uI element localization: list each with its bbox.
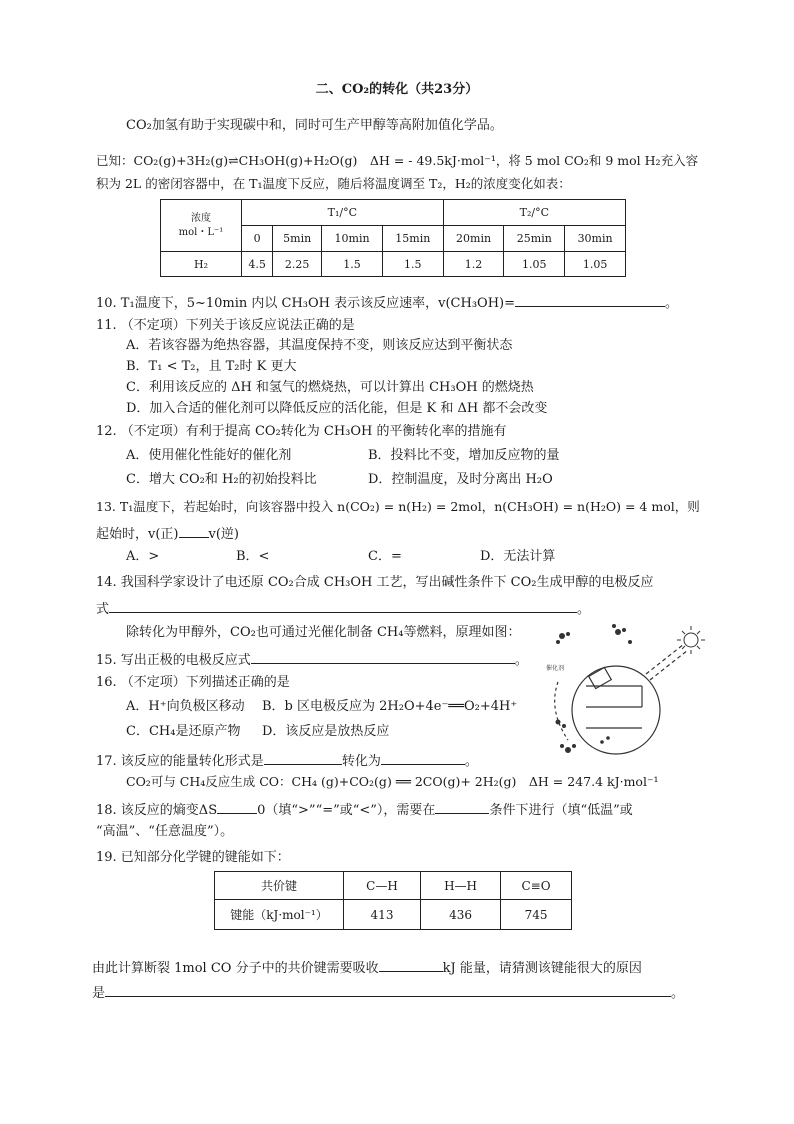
q14-end: 。	[577, 602, 591, 617]
q12-option-d: D．控制温度，及时分离出 H₂O	[368, 472, 553, 487]
q16-stem: 16. （不定项）下列描述正确的是	[96, 675, 290, 690]
q11-option-b: B．T₁ < T₂，且 T₂时 K 更大	[126, 359, 297, 374]
q12-stem: 12. （不定项）有利于提高 CO₂转化为 CH₃OH 的平衡转化率的措施有	[96, 424, 507, 439]
question-10	[96, 293, 678, 312]
q18-text: 18. 该反应的熵变ΔS	[96, 803, 218, 818]
known-line-2: 积为 2L 的密闭容器中，在 T₁温度下反应，随后将温度调至 T₂，H₂的浓度变化如表：	[96, 176, 571, 191]
diagram-circle	[572, 666, 660, 754]
h2-value: 1.5	[382, 252, 443, 277]
intro-text: CO₂加氢有助于实现碳中和，同时可生产甲醇等高附加值化学品。	[126, 118, 503, 133]
final-label: 是	[92, 986, 106, 1001]
bond-header: H—H	[421, 872, 501, 900]
q18-line-2: “高温”、“任意温度”）。	[96, 824, 234, 839]
final-end: 。	[671, 986, 685, 1001]
row-label-h2: H₂	[161, 252, 242, 277]
q18-blank-2[interactable]	[435, 800, 489, 814]
q12-option-a: A．使用催化性能好的催化剂	[126, 448, 292, 463]
q18-blank-1[interactable]	[217, 800, 257, 814]
q10-answer-blank[interactable]	[515, 293, 665, 307]
q17-blank-1[interactable]	[264, 751, 342, 765]
q13-option-b: B．<	[236, 549, 270, 564]
h2-value: 1.2	[443, 252, 504, 277]
h2-value: 4.5	[242, 252, 273, 277]
section-title: 二、CO₂的转化（共23分）	[315, 82, 479, 97]
q10-end: 。	[665, 296, 679, 311]
time-header: 5min	[273, 226, 322, 252]
bond-header: C—H	[344, 872, 421, 900]
q14-line-2	[96, 599, 590, 618]
time-header: 30min	[565, 226, 626, 252]
h2-value: 2.25	[273, 252, 322, 277]
q14-line-1: 14. 我国科学家设计了电还原 CO₂合成 CH₃OH 工艺，写出碱性条件下 CO₂生成甲醇的电极反应	[96, 575, 654, 590]
bond-energy-table	[214, 871, 572, 930]
t2-group-header: T₂/°C	[443, 200, 625, 226]
h2-value: 1.5	[322, 252, 383, 277]
q11-stem: 11. （不定项）下列关于该反应说法正确的是	[96, 318, 355, 333]
t1-group-header: T₁/°C	[242, 200, 444, 226]
bond-header: 共价键	[215, 872, 344, 900]
catalyst-label: 催化剂	[546, 665, 565, 672]
q16-option-a: A．H⁺向负极区移动	[126, 699, 245, 714]
q17-text: 17. 该反应的能量转化形式是	[96, 754, 264, 769]
q11-option-d: D．加入合适的催化剂可以降低反应的活化能，但是 K 和 ΔH 都不会改变	[126, 401, 548, 416]
time-header: 10min	[322, 226, 383, 252]
q13-line-2	[96, 524, 239, 543]
bond-energy-value: 745	[501, 900, 572, 930]
final-line-2	[92, 983, 684, 1002]
q11-option-a: A．若该容器为绝热容器，其温度保持不变，则该反应达到平衡状态	[126, 338, 513, 353]
known-line-1: 已知：CO₂(g)+3H₂(g)⇌CH₃OH(g)+H₂O(g) ΔH = - 49.5kJ·mol⁻¹，将 5 mol CO₂和 9 mol H₂充入容	[96, 153, 699, 168]
catalyst-block	[589, 667, 612, 688]
time-header: 0	[242, 226, 273, 252]
q13-v-reverse: v(逆)	[208, 527, 239, 542]
question-15	[96, 650, 528, 669]
q15-end: 。	[514, 653, 528, 668]
q15-text: 15. 写出正极的电极反应式	[96, 653, 251, 668]
q14-answer-blank[interactable]	[109, 599, 577, 613]
question-17	[96, 751, 478, 770]
final-blank-2[interactable]	[105, 983, 671, 997]
final-text-b: kJ 能量，请猜测该键能很大的原因	[442, 961, 642, 976]
final-blank-1[interactable]	[379, 958, 443, 972]
table-corner-cell	[161, 200, 242, 252]
q13-option-a: A．>	[126, 549, 160, 564]
photocatalysis-intro: 除转化为甲醇外，CO₂也可通过光催化制备 CH₄等燃料，原理如图：	[126, 625, 521, 640]
q16-option-b: B．b 区电极反应为 2H₂O+4e⁻══O₂+4H⁺	[262, 699, 518, 714]
corner-unit: mol・L⁻¹	[178, 226, 224, 238]
q13-line-1: 13. T₁温度下，若起始时，向该容器中投入 n(CO₂) = n(H₂) = 2mol，n(CH₃OH) = n(H₂O) = 4 mol，则	[96, 499, 700, 514]
time-header: 25min	[504, 226, 565, 252]
q16-option-d: D．该反应是放热反应	[262, 724, 390, 739]
time-header: 20min	[443, 226, 504, 252]
corner-label: 浓度	[191, 212, 211, 224]
final-line-1	[92, 958, 642, 977]
h2-value: 1.05	[565, 252, 626, 277]
q12-option-b: B．投料比不变，增加反应物的量	[368, 448, 560, 463]
q11-option-c: C．利用该反应的 ΔH 和氢气的燃烧热，可以计算出 CH₃OH 的燃烧热	[126, 380, 534, 395]
q18-tail: 条件下进行（填“低温”或	[489, 803, 633, 818]
time-header: 15min	[382, 226, 443, 252]
bond-header: C≡O	[501, 872, 572, 900]
q15-answer-blank[interactable]	[251, 650, 515, 664]
q19-text: 19. 已知部分化学键的键能如下：	[96, 850, 290, 865]
q18-line-1	[96, 800, 633, 819]
q17-end: 。	[464, 754, 478, 769]
q16-option-c: C．CH₄是还原产物	[126, 724, 241, 739]
h2-value: 1.05	[504, 252, 565, 277]
photocatalysis-diagram	[546, 622, 706, 757]
bond-energy-value: 436	[421, 900, 501, 930]
q10-text: 10. T₁温度下，5~10min 内以 CH₃OH 表示该反应速率，v(CH₃OH)=	[96, 296, 516, 311]
q13-answer-blank[interactable]	[179, 524, 209, 538]
bond-energy-label: 键能（kJ·mol⁻¹）	[215, 900, 344, 930]
q13-v-forward: 起始时，v(正)	[96, 527, 179, 542]
q12-option-c: C．增大 CO₂和 H₂的初始投料比	[126, 472, 317, 487]
final-text-a: 由此计算断裂 1mol CO 分子中的共价键需要吸收	[92, 961, 379, 976]
q13-option-d: D．无法计算	[480, 549, 556, 564]
co-reaction-line: CO₂可与 CH₄反应生成 CO：CH₄ (g)+CO₂(g) ══ 2CO(g)+ 2H₂(g) ΔH = 247.4 kJ·mol⁻¹	[126, 774, 659, 789]
q13-option-c: C．=	[368, 549, 402, 564]
h2-concentration-table	[160, 199, 626, 277]
q14-label: 式	[96, 602, 110, 617]
q18-mid: 0（填“>”“=”或“<”），需要在	[257, 803, 436, 818]
q17-blank-2[interactable]	[381, 751, 465, 765]
q17-mid: 转化为	[341, 754, 381, 769]
bond-energy-value: 413	[344, 900, 421, 930]
